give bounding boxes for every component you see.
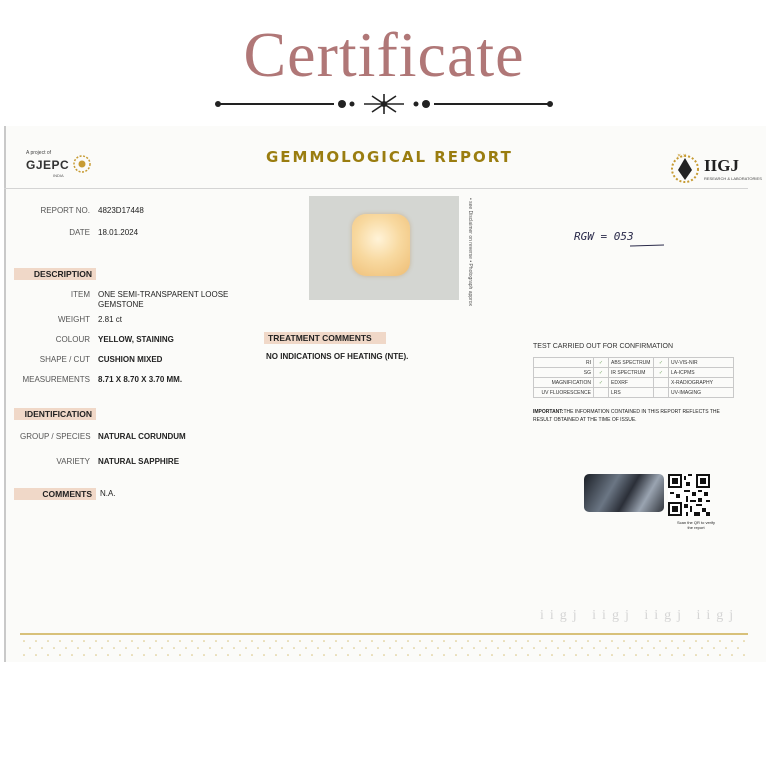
shape-value: CUSHION MIXED: [98, 355, 163, 364]
important-text: THE INFORMATION CONTAINED IN THIS REPORT REFLECTS THE RESULT OBTAINED AT THE TIME OF ISSUE.: [533, 409, 720, 423]
item-value-line1: ONE SEMI-TRANSPARENT LOOSE: [98, 290, 229, 299]
iigj-logo: [668, 150, 762, 186]
photo-disclaimer: • see Disclaimer on reverse • Photograph approx: [467, 198, 473, 306]
date-value: 18.01.2024: [98, 228, 139, 237]
weight-value: 2.81 ct: [98, 315, 123, 324]
test-cell: SG: [534, 368, 594, 378]
test-cell: UV FLUORESCENCE: [534, 388, 594, 398]
comments-heading: COMMENTS: [14, 488, 96, 500]
test-cell: MAGNIFICATION: [534, 378, 594, 388]
gold-border-line: [20, 633, 748, 635]
weight-label: WEIGHT: [58, 315, 90, 324]
colour-label: COLOUR: [55, 335, 90, 344]
identification-heading: IDENTIFICATION: [14, 408, 96, 420]
measurements-label: MEASUREMENTS: [22, 375, 90, 384]
check-icon: ✓: [594, 378, 609, 388]
check-icon: [654, 388, 669, 398]
comments-value: N.A.: [100, 489, 116, 498]
flourish-divider: [214, 92, 554, 116]
gjepc-brand: GJEPC: [26, 158, 70, 172]
handwriting-underline: [630, 244, 664, 248]
scan-note: Scan the QR to verify the report: [676, 520, 715, 530]
item-value-line2: GEMSTONE: [98, 300, 144, 309]
colour-value: YELLOW, STAINING: [98, 335, 174, 344]
table-row: [534, 358, 734, 368]
test-cell: LA-ICPMS: [669, 368, 734, 378]
date-label: DATE: [69, 228, 90, 237]
iigj-brand: IIGJ: [704, 156, 739, 175]
check-icon: [594, 388, 609, 398]
gjepc-logo: [26, 150, 96, 184]
test-cell: ABS SPECTRUM: [609, 358, 654, 368]
group-value: NATURAL CORUNDUM: [98, 432, 186, 441]
variety-value: NATURAL SAPPHIRE: [98, 457, 180, 466]
shape-label: SHAPE / CUT: [39, 355, 90, 364]
iigj-emblem-icon: [668, 152, 702, 184]
test-cell: IR SPECTRUM: [609, 368, 654, 378]
measurements-value: 8.71 X 8.70 X 3.70 MM.: [98, 375, 183, 384]
svg-text:✕ ✕: ✕ ✕: [677, 153, 687, 159]
test-cell: EDXRF: [609, 378, 654, 388]
header-divider: [4, 188, 748, 189]
tests-title: TEST CARRIED OUT FOR CONFIRMATION: [533, 343, 674, 350]
important-label: IMPORTANT:: [533, 409, 564, 415]
iigj-watermark: iigj iigj iigj iigj: [540, 608, 740, 623]
report-no-label: REPORT NO.: [40, 206, 90, 215]
qr-code-icon[interactable]: [668, 474, 710, 516]
group-label: GROUP / SPECIES: [20, 432, 91, 441]
handwritten-note: RGW = 053: [574, 230, 634, 243]
report-no-value: 4823D17448: [98, 206, 144, 215]
certificate-title: Certificate: [243, 19, 525, 90]
variety-label: VARIETY: [56, 457, 90, 466]
gjepc-emblem-icon: [72, 154, 92, 174]
gemstone-image: [352, 214, 410, 276]
check-icon: ✓: [594, 358, 609, 368]
gjepc-sub: INDIA: [53, 173, 64, 178]
report-title: GEMMOLOGICAL REPORT: [266, 148, 513, 166]
description-heading: DESCRIPTION: [14, 268, 96, 280]
check-icon: ✓: [654, 368, 669, 378]
tests-table: [533, 357, 734, 398]
treatment-value: NO INDICATIONS OF HEATING (NTE).: [266, 352, 409, 361]
check-icon: [654, 378, 669, 388]
test-cell: RI: [534, 358, 594, 368]
table-row: [534, 368, 734, 378]
important-note: [533, 408, 723, 424]
table-row: [534, 388, 734, 398]
test-cell: X-RADIOGRAPHY: [669, 378, 734, 388]
treatment-heading: TREATMENT COMMENTS: [264, 332, 386, 344]
test-cell: LRS: [609, 388, 654, 398]
iigj-sub: RESEARCH & LABORATORIES: [704, 176, 762, 181]
table-row: [534, 378, 734, 388]
hologram-seal: [584, 474, 664, 512]
check-icon: ✓: [594, 368, 609, 378]
test-cell: UV-IMAGING: [669, 388, 734, 398]
test-cell: UV-VIS-NIR: [669, 358, 734, 368]
check-icon: ✓: [654, 358, 669, 368]
item-label: ITEM: [70, 290, 90, 299]
gjepc-tagline: A project of: [26, 150, 52, 156]
gold-dots-border: [20, 638, 748, 660]
